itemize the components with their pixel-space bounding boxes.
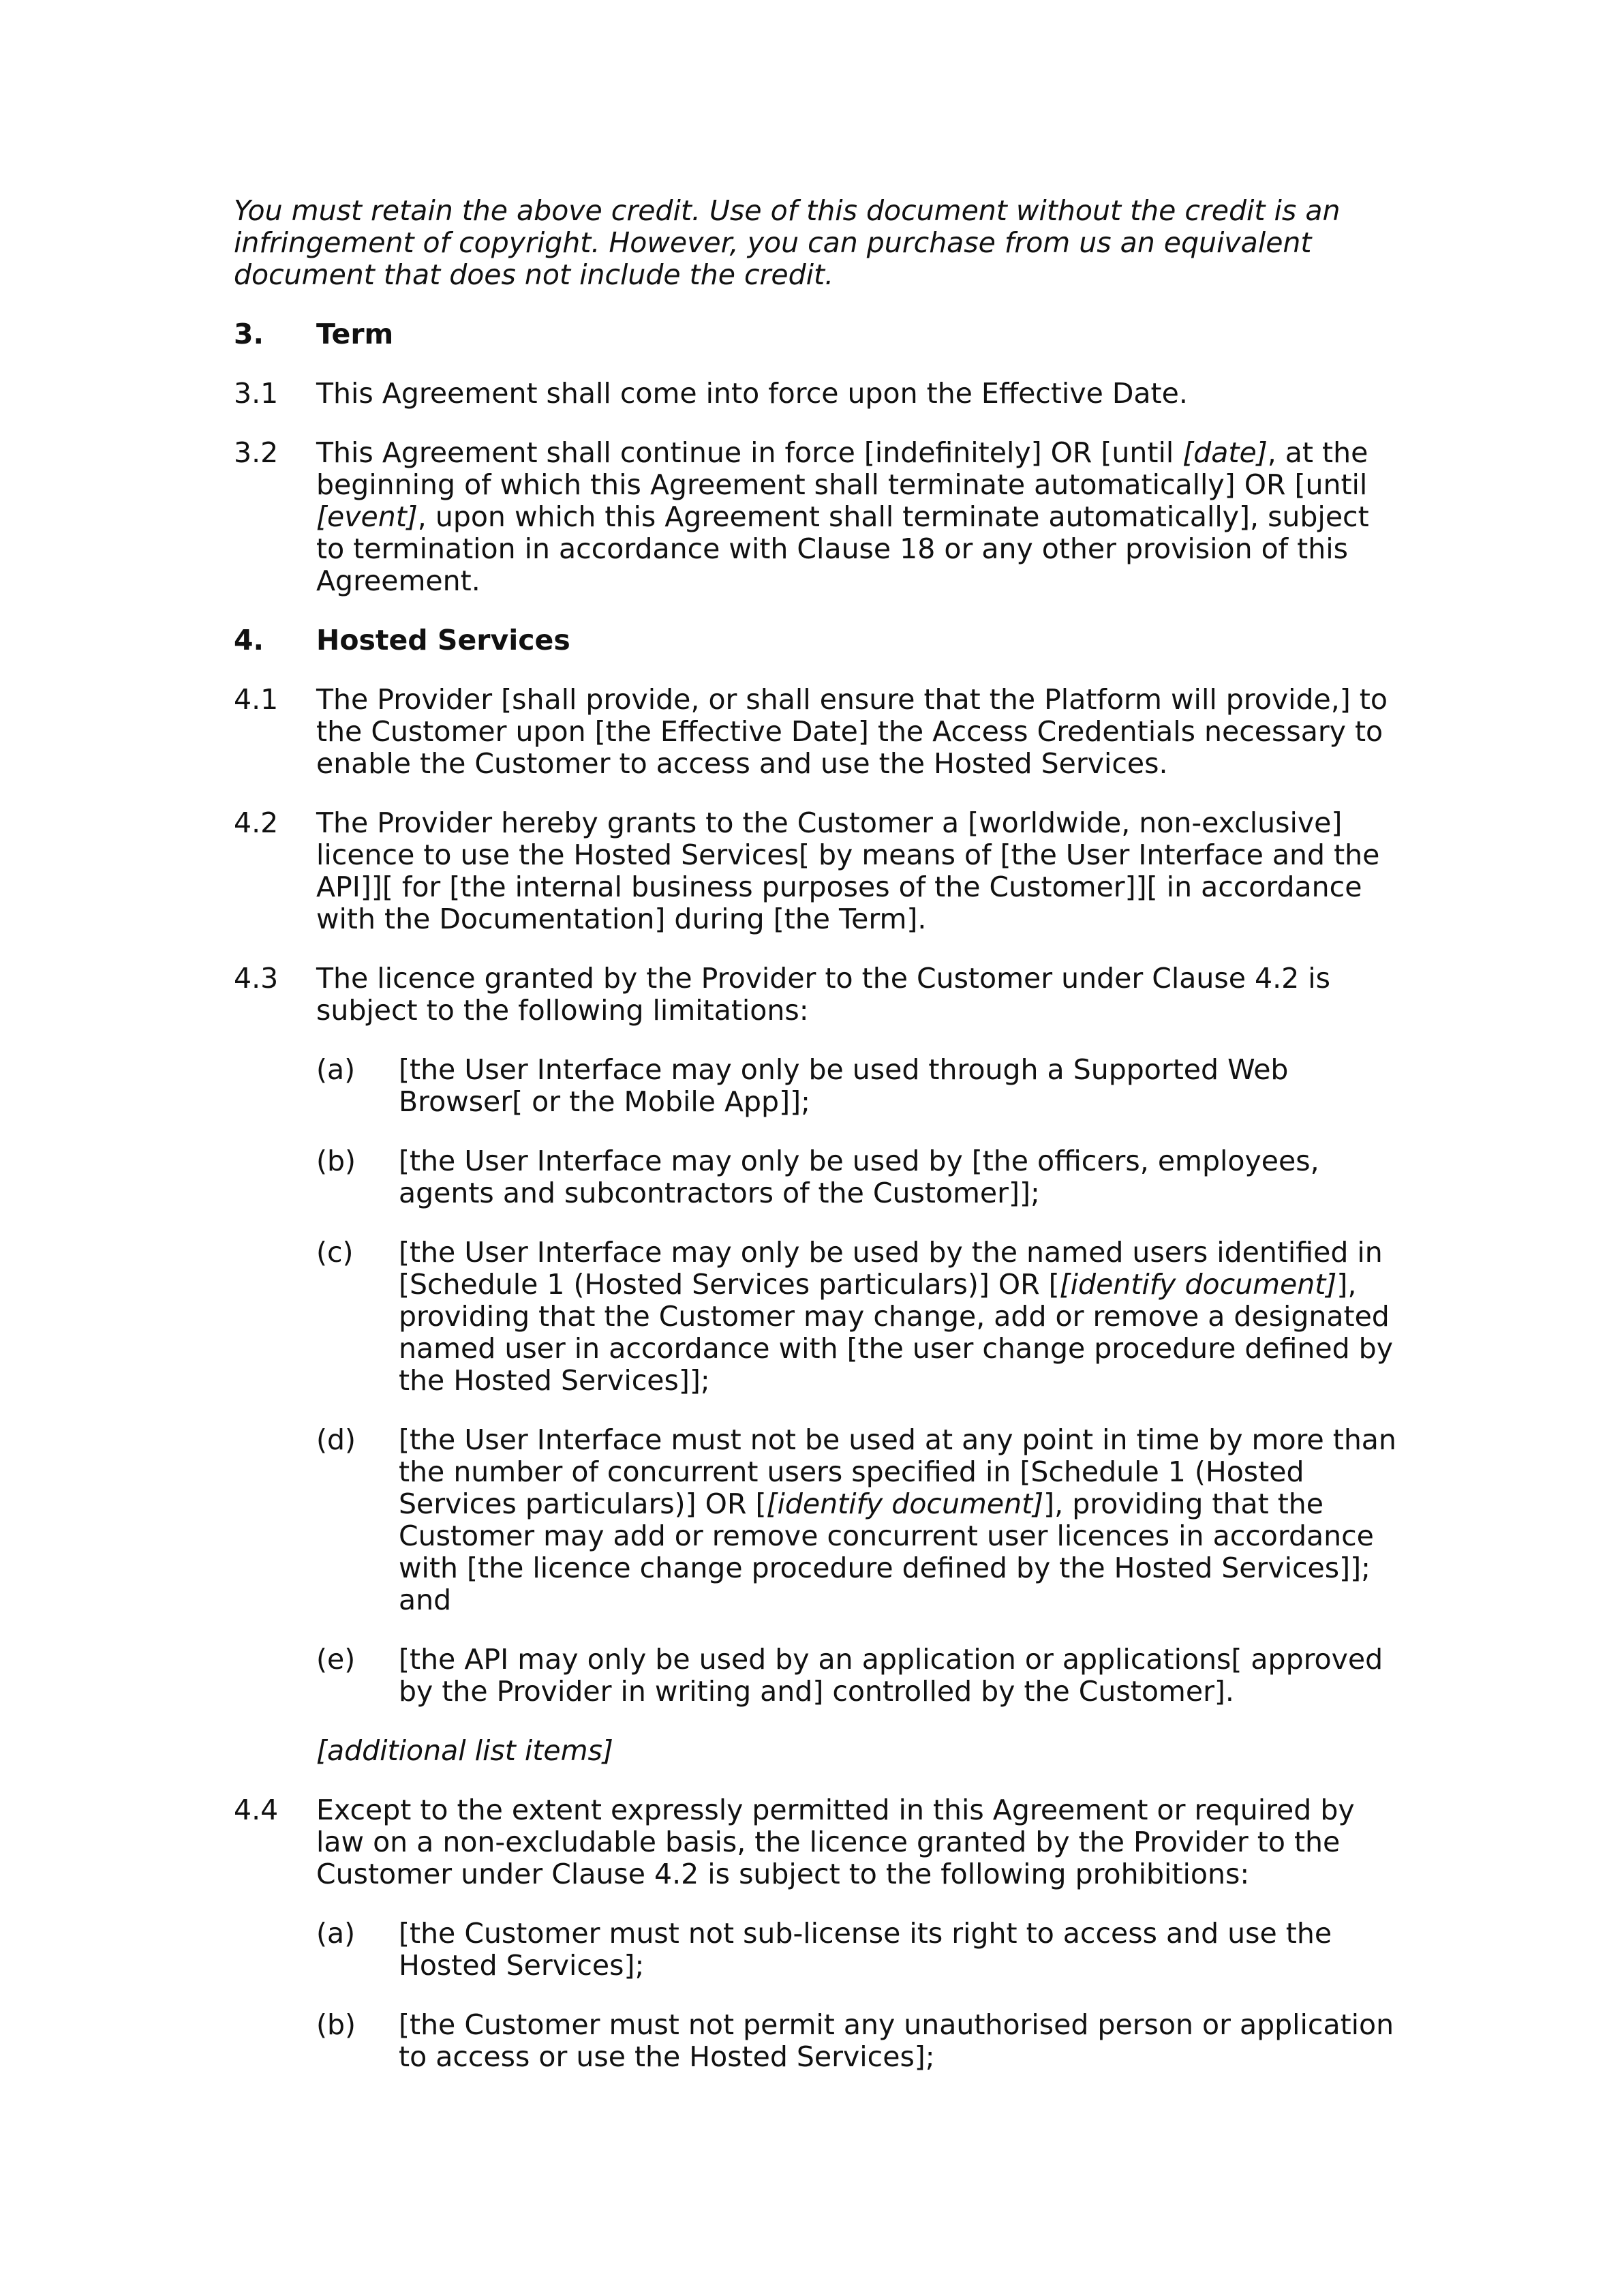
- clause-number: 4.1: [234, 683, 279, 716]
- clause-number: 4.4: [234, 1794, 279, 1826]
- list-label: (a): [316, 1053, 356, 1086]
- clause-4-3-c: [316, 1237, 1397, 1397]
- list-text: [the Customer must not sub-license its right to access and use the Hosted Services];: [399, 1917, 1332, 1982]
- section-title: Hosted Services: [316, 624, 570, 656]
- clause-4-3-d: [316, 1424, 1397, 1616]
- clause-4-3-e: [316, 1644, 1397, 1708]
- placeholder-identify-document: [identify document]: [1059, 1268, 1337, 1301]
- additional-list-items-note: [additional list items]: [316, 1734, 613, 1767]
- clause-text: The Provider hereby grants to the Customer a [worldwide, non-exclusive] licence to use the Hosted Services[ by means of [the User Interface and the API]][ for [the internal business purposes of the Customer]][ in accordance with the Documentation] during [the Term].: [316, 806, 1380, 935]
- credit-notice: You must retain the above credit. Use of this document without the credit is an infringement of copyright. However, you can purchase from us an equivalent document that does not include the credit.: [234, 194, 1341, 291]
- placeholder-identify-document: [identify document]: [766, 1487, 1044, 1520]
- clause-text: The licence granted by the Provider to the Customer under Clause 4.2 is subject to the following limitations:: [316, 962, 1330, 1027]
- clause-text: This Agreement shall come into force upon the Effective Date.: [316, 377, 1188, 410]
- list-text-part: [the User Interface may only be used by the named users identified in [Schedule 1 (Hosted Services particulars)] OR [: [399, 1236, 1383, 1301]
- list-label: (a): [316, 1917, 356, 1950]
- list-text: [the Customer must not permit any unauthorised person or application to access or use the Hosted Services];: [399, 2008, 1394, 2073]
- clause-4-4-a: [316, 1918, 1397, 1982]
- section-4-heading: [234, 624, 1397, 656]
- section-number: 3.: [234, 318, 264, 350]
- clause-text: The Provider [shall provide, or shall ensure that the Platform will provide,] to the Customer upon [the Effective Date] the Access Credentials necessary to enable the Customer to access and use the Hosted Services.: [316, 683, 1388, 780]
- clause-4-4: [234, 1794, 1397, 1890]
- clause-number: 3.2: [234, 436, 279, 469]
- clause-4-3-b: [316, 1145, 1397, 1209]
- clause-4-4-b: [316, 2009, 1397, 2073]
- clause-text: Except to the extent expressly permitted in this Agreement or required by law on a non-excludable basis, the licence granted by the Provider to the Customer under Clause 4.2 is subject to the following prohibitions:: [316, 1794, 1355, 1890]
- list-label: (e): [316, 1643, 356, 1676]
- clause-text-part: , at the beginning of which this Agreement shall terminate automatically] OR [until: [316, 436, 1368, 501]
- section-title: Term: [316, 318, 394, 350]
- clause-number: 4.3: [234, 962, 279, 995]
- section-3-heading: [234, 318, 1397, 350]
- list-label: (d): [316, 1423, 356, 1456]
- clause-3-2: [234, 437, 1397, 597]
- placeholder-event: [event]: [316, 500, 418, 533]
- clause-4-3-a: [316, 1054, 1397, 1118]
- clause-number: 4.2: [234, 806, 279, 839]
- clause-text-part: , upon which this Agreement shall terminate automatically], subject to termination in accordance with Clause 18 or any other provision of this Agreement.: [316, 500, 1369, 597]
- placeholder-date: [date]: [1182, 436, 1268, 469]
- list-text: [the User Interface may only be used through a Supported Web Browser[ or the Mobile App]];: [399, 1053, 1289, 1118]
- list-text: [the API may only be used by an application or applications[ approved by the Provider in writing and] controlled by the Customer].: [399, 1643, 1383, 1708]
- list-text-part: [the User Interface must not be used at any point in time by more than the number of concurrent users specified in [Schedule 1 (Hosted Services particulars)] OR [: [399, 1423, 1396, 1520]
- clause-4-2: [234, 807, 1397, 935]
- list-text: [the User Interface may only be used by [the officers, employees, agents and subcontractors of the Customer]];: [399, 1145, 1319, 1209]
- clause-number: 3.1: [234, 377, 279, 410]
- clause-text: [316, 437, 1397, 597]
- section-number: 4.: [234, 624, 264, 656]
- clause-4-1: [234, 684, 1397, 780]
- clause-3-1: [234, 378, 1397, 410]
- list-label: (b): [316, 2008, 356, 2041]
- clause-text-part: This Agreement shall continue in force [indefinitely] OR [until: [316, 436, 1183, 469]
- list-label: (b): [316, 1145, 356, 1177]
- list-text: [399, 1237, 1397, 1397]
- clause-4-3: [234, 963, 1397, 1027]
- list-text-part: ], providing that the Customer may change, add or remove a designated named user in accordance with [the user change procedure defined by the Hosted Services]];: [399, 1268, 1393, 1397]
- list-text-part: ], providing that the Customer may add or remove concurrent user licences in accordance with [the licence change procedure defined by the Hosted Services]]; and: [399, 1487, 1374, 1616]
- list-text: [399, 1424, 1397, 1616]
- list-label: (c): [316, 1236, 354, 1269]
